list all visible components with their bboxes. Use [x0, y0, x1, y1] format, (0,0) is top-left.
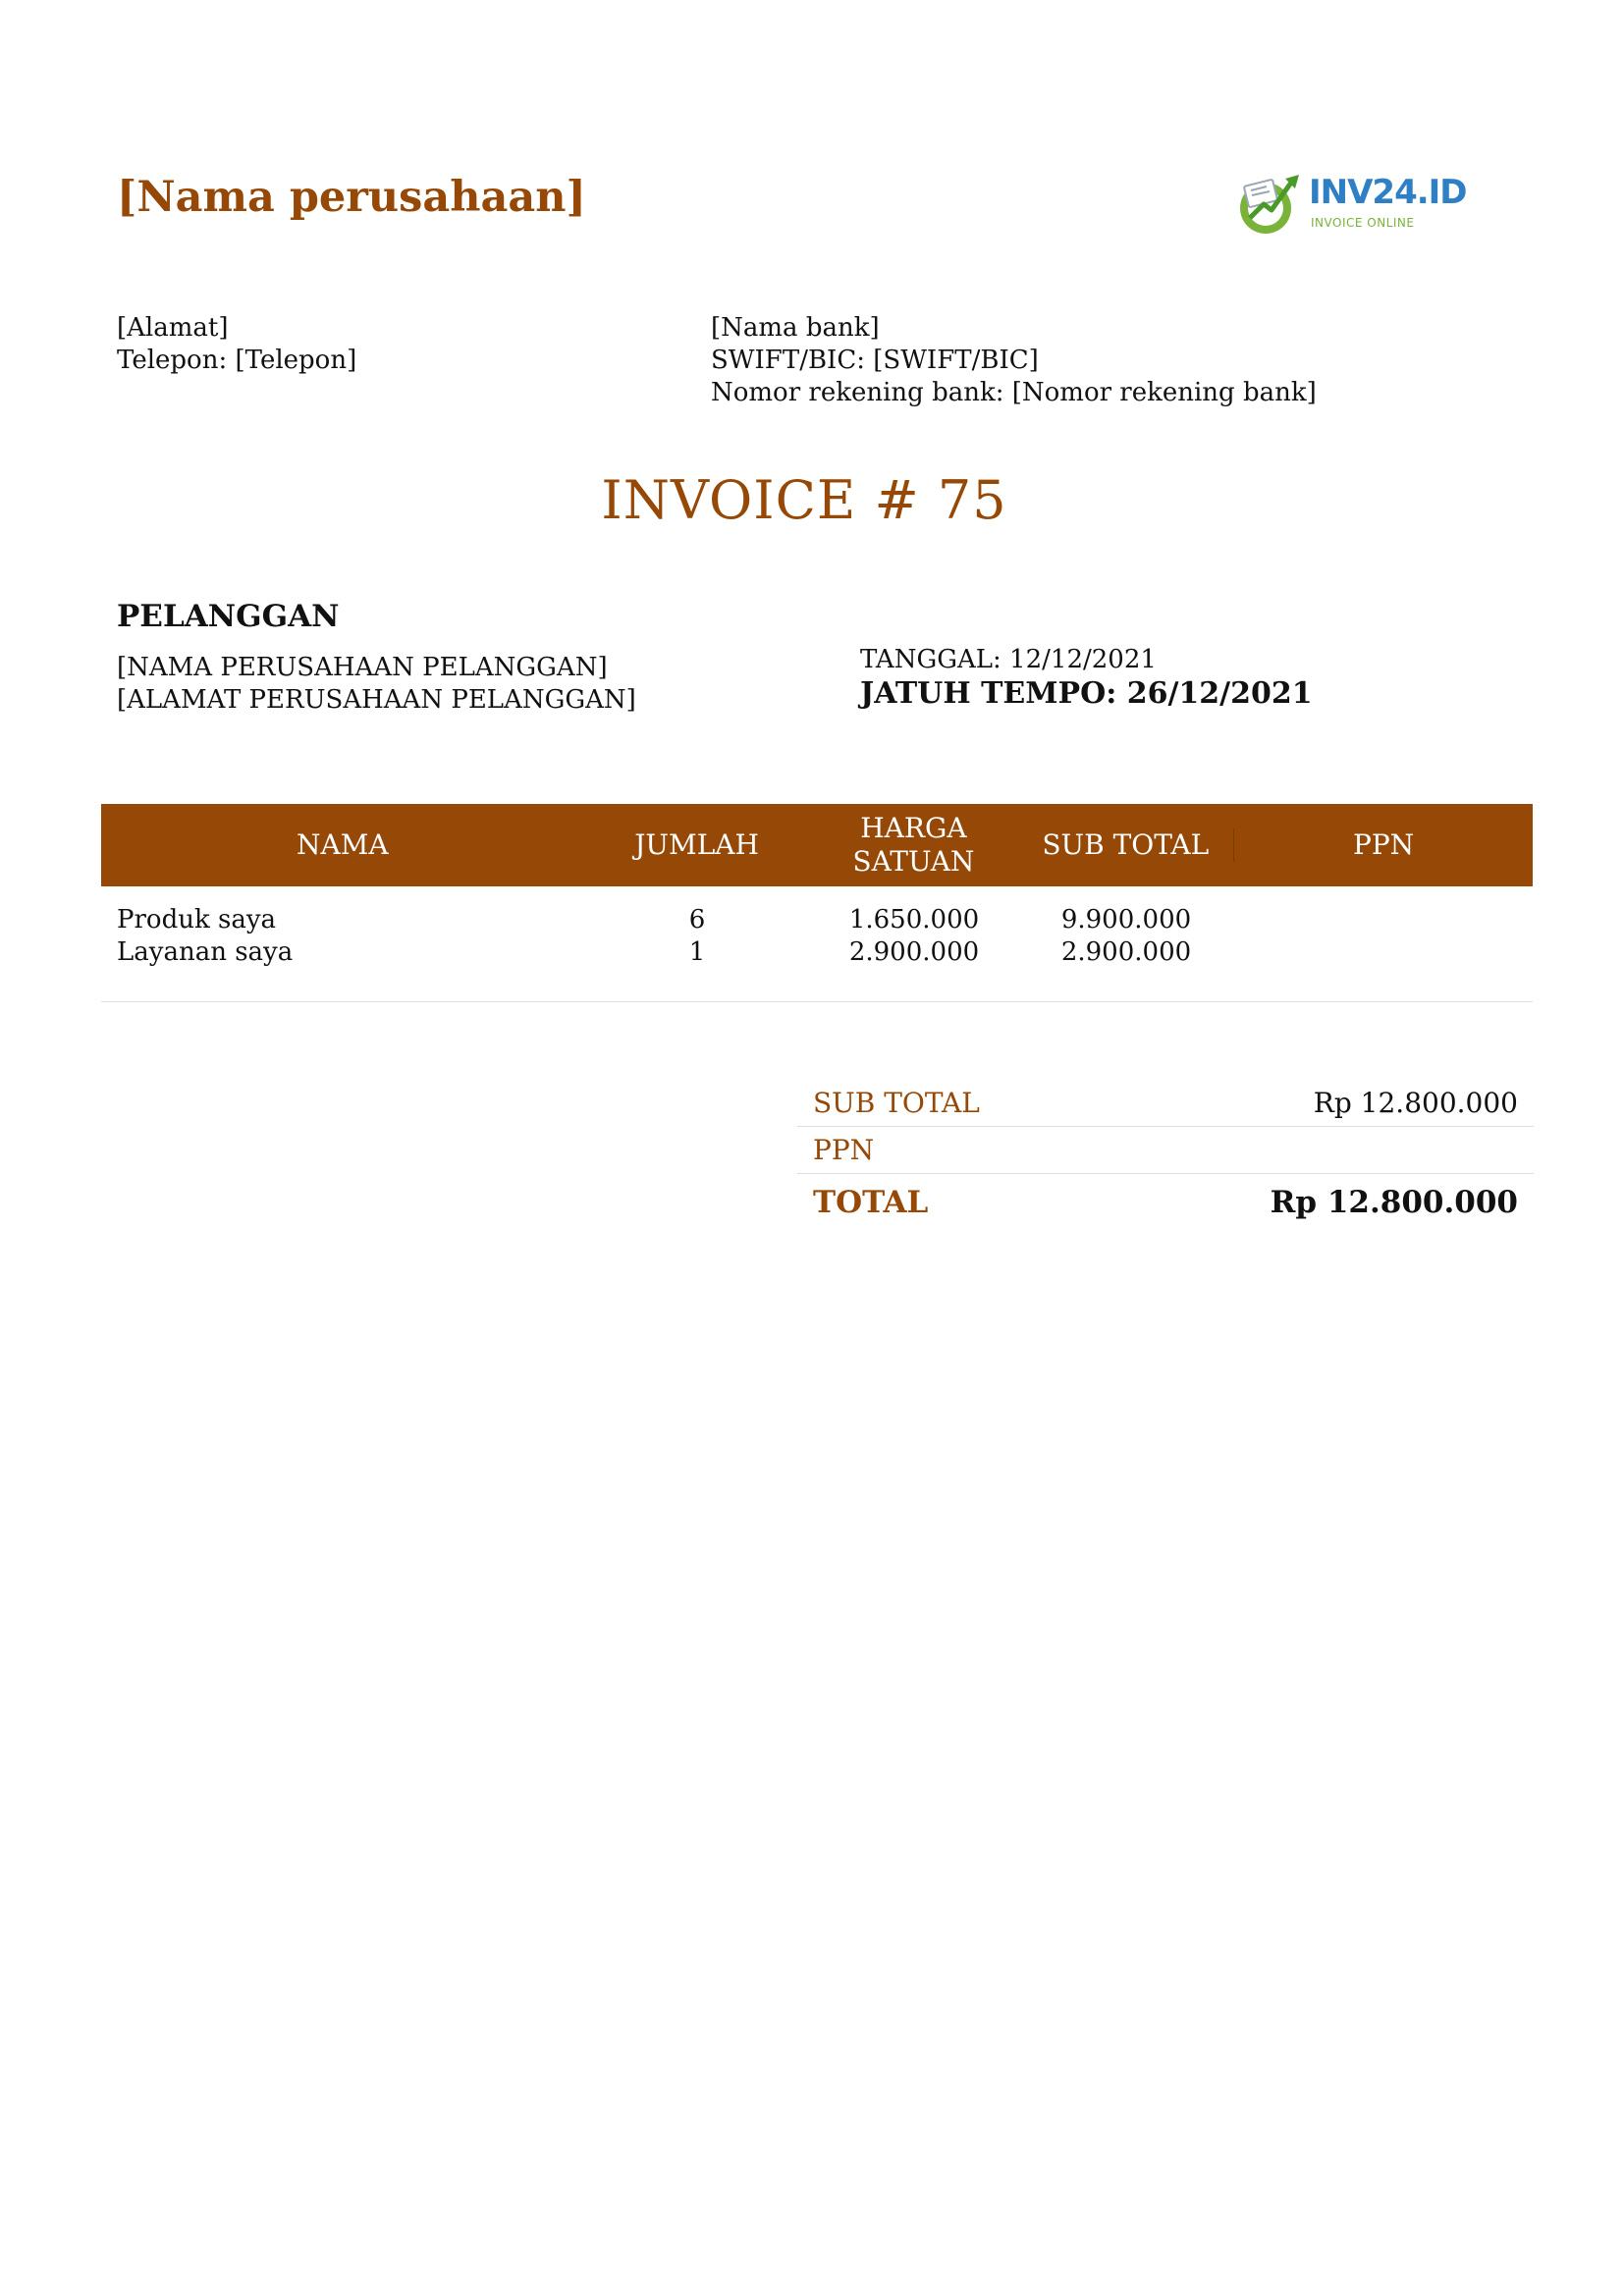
subtotal-label: SUB TOTAL [813, 1087, 980, 1119]
item-qty: 6 [688, 904, 706, 934]
company-logo [1232, 169, 1467, 240]
item-name: Produk saya [117, 904, 277, 934]
table-header [101, 804, 1533, 886]
logo-text: INV24.ID [1309, 173, 1467, 212]
column-header-unit-price [810, 812, 1018, 879]
table-row [101, 935, 1533, 968]
item-unit-price: 2.900.000 [848, 936, 980, 967]
column-header-name: NAMA [297, 828, 389, 861]
tax-label: PPN [813, 1134, 875, 1166]
column-header-unit-price-line1: HARGA [860, 812, 967, 844]
column-header-qty: JUMLAH [634, 828, 759, 861]
invoice-growth-icon [1232, 169, 1307, 240]
customer-info [117, 652, 636, 717]
invoice-title: INVOICE # 75 [601, 469, 1007, 531]
logo-subtext: INVOICE ONLINE [1311, 216, 1415, 230]
company-name: [Nama perusahaan] [117, 173, 586, 222]
item-name: Layanan saya [117, 936, 294, 967]
seller-address: [Alamat] [117, 313, 229, 343]
bank-name: [Nama bank] [711, 313, 880, 343]
customer-heading: PELANGGAN [117, 599, 340, 634]
invoice-due-date: JATUH TEMPO: 26/12/2021 [860, 676, 1313, 711]
totals-subtotal-row [797, 1080, 1534, 1127]
items-table [101, 804, 1533, 886]
total-label: TOTAL [813, 1185, 929, 1220]
invoice-date: TANGGAL: 12/12/2021 [860, 645, 1157, 674]
total-value: Rp 12.800.000 [1270, 1185, 1518, 1220]
column-header-unit-price-line2: SATUAN [852, 845, 975, 878]
item-unit-price: 1.650.000 [848, 904, 980, 934]
totals-total-row [797, 1174, 1534, 1231]
seller-phone: Telepon: [Telepon] [117, 346, 357, 375]
item-subtotal: 2.900.000 [1060, 936, 1192, 967]
customer-address: [ALAMAT PERUSAHAAN PELANGGAN] [117, 685, 636, 715]
totals-tax-row [797, 1127, 1534, 1174]
table-body [101, 903, 1533, 968]
item-subtotal: 9.900.000 [1060, 904, 1192, 934]
column-header-subtotal: SUB TOTAL [1042, 828, 1210, 861]
item-qty: 1 [688, 936, 706, 967]
bank-info [711, 312, 1317, 409]
totals-section [797, 1080, 1534, 1231]
seller-info [117, 312, 356, 377]
table-divider [101, 1001, 1533, 1002]
customer-company: [NAMA PERUSAHAAN PELANGGAN] [117, 653, 608, 682]
bank-account: Nomor rekening bank: [Nomor rekening bank] [711, 378, 1317, 407]
invoice-dates [860, 644, 1313, 712]
table-row [101, 903, 1533, 935]
subtotal-value: Rp 12.800.000 [1313, 1087, 1518, 1119]
column-header-tax: PPN [1233, 828, 1533, 862]
bank-swift: SWIFT/BIC: [SWIFT/BIC] [711, 346, 1039, 375]
